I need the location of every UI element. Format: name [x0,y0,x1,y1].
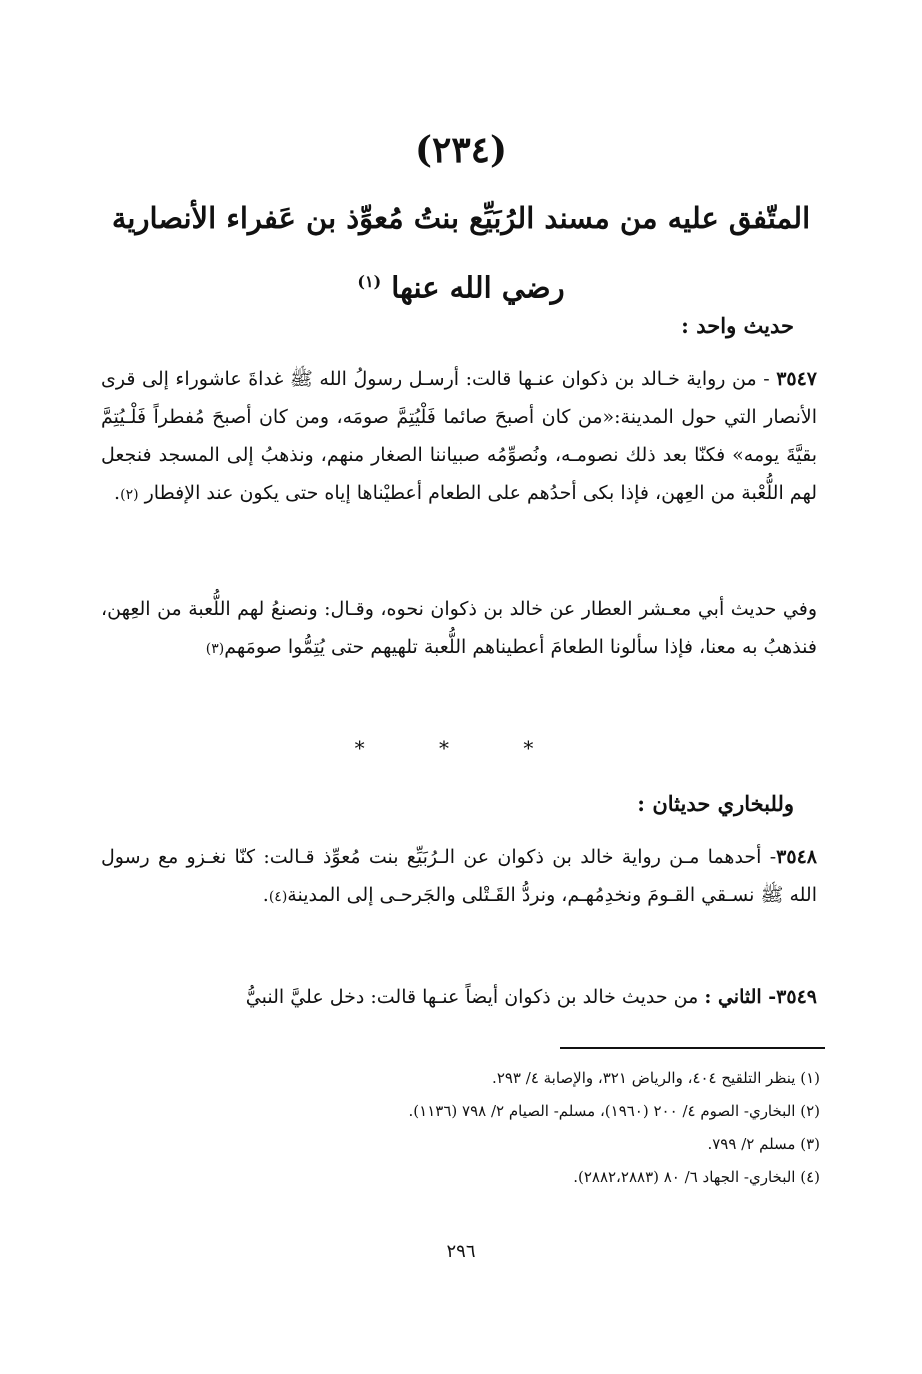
footnote-ref: (١) [357,272,382,291]
chapter-title-text: رضي الله عنها [391,270,565,305]
chapter-title-line-1: المتّفق عليه من مسند الرُبَيِّع بنتُ مُعوِّذ بن عَفراء الأنصارية [111,201,811,235]
variant-text: وفي حديث أبي معـشر العطار عن خالد بن ذكوان نحوه، وقـال: ونصنعُ لهم اللُّعبة من العِهن، فنذهبُ به معنا، فإذا سألونا الطعامَ أعطيناهم اللُّعبة تلهيهم حتى يُتِمُّوا صومَهم [101,598,817,658]
section-separator: * * * [354,736,568,760]
hadith-text: من رواية خـالد بن ذكوان عنـها قالت: أرسـل رسولُ الله ﷺ غداةَ عاشوراء إلى قرى الأنصار التي حول المدينة:«من كان أصبحَ صائما فَلْيُتِمَّ صومَه، ومن كان أصبحَ مُفطراً فَلْـيُتِمَّ بقيَّةَ يومه» فكنّا بعد ذلك نصومـه، ونُصوِّمُه صبياننا الصغار منهم، ونذهبُ إلى المسجد فنجعل لهم اللُّعْبة من العِهن، فإذا بكى أحدُهم على الطعام أعطيْناها إياه حتى يكون عند الإفطار [101,368,817,504]
footnote-1: (١) ينظر التلقيح ٤٠٤، والرياض ٣٢١، والإصابة ٤/ ٢٩٣. [492,1069,820,1087]
hadith-number: ٣٥٤٧ [776,368,818,390]
hadith-variant-paragraph [101,590,817,668]
hadith-end: . [262,884,269,906]
page-number: ٢٩٦ [446,1241,476,1262]
hadith-number: ٣٥٤٩ [776,986,817,1008]
hadith-dash: - [761,986,777,1008]
hadith-number: ٣٥٤٨ [776,846,817,868]
footnote-ref: (٢) [120,487,139,503]
hadith-dash: - [756,368,777,390]
section-heading-one-hadith: حديث واحد : [681,313,794,338]
hadith-end: . [114,482,121,504]
hadith-text: أحدهما مـن رواية خالد بن ذكوان عن الـرُبَيِّع بنت مُعوِّذ قـالت: كنّا نغـزو مع رسول الله ﷺ نسـقي القـومَ ونخدِمُهـم، ونردُّ القَـتْلى والجَرحـى إلى المدينة [101,846,817,906]
footnote-3: (٣) مسلم ٢/ ٧٩٩. [707,1135,820,1153]
footnote-ref: (٤) [268,889,288,905]
hadith-3548 [101,838,817,916]
hadith-label: الثاني : [704,986,762,1008]
footnote-4: (٤) البخاري- الجهاد ٦/ ٨٠ (٢٨٨٢،٢٨٨٣). [573,1168,820,1186]
chapter-number: (٢٣٤) [414,129,508,171]
footnote-divider [560,1047,825,1049]
chapter-title [60,186,862,320]
hadith-dash: - [761,846,777,868]
section-heading-bukhari: وللبخاري حديثان : [637,791,794,816]
footnote-ref: (٣) [205,641,225,657]
hadith-text: من حديث خالد بن ذكوان أيضاً عنـها قالت: دخل عليَّ النبيُّ [245,986,699,1008]
hadith-3549 [101,978,817,1016]
footnote-2: (٢) البخاري- الصوم ٤/ ٢٠٠ (١٩٦٠)، مسلم- الصيام ٢/ ٧٩٨ (١١٣٦). [408,1102,820,1120]
hadith-3547 [101,360,817,514]
